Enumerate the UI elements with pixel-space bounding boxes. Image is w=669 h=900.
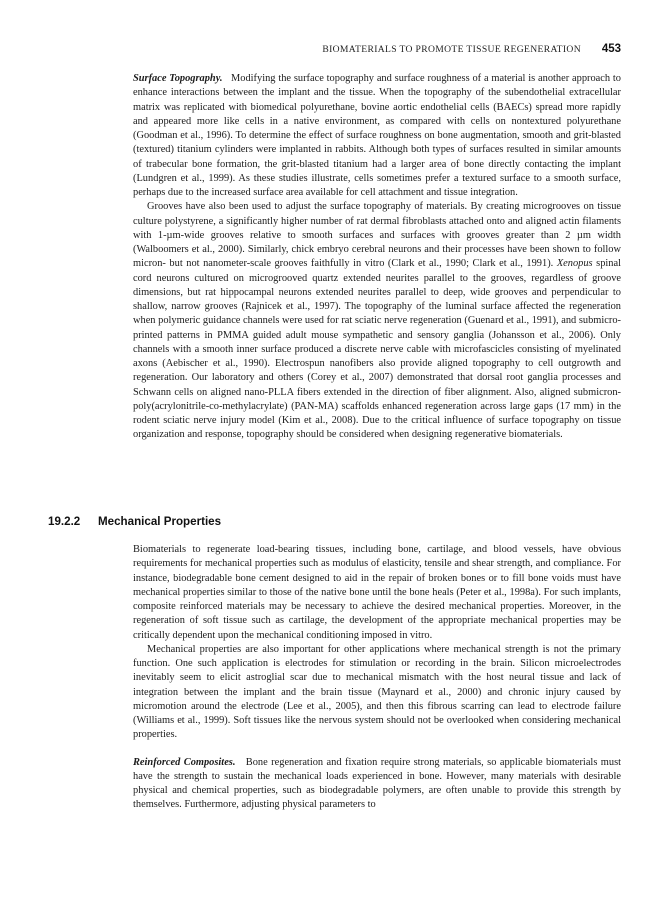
mechanical-properties-section — [133, 543, 621, 813]
reinforced-composites-text: Bone regeneration and fixation require strong materials, so applicable biomaterials must have the strength to sustain the mechanical loads experienced in bone. However, many materials with desirable physical and chemical properties, such as biodegradable polymers, are often unable to provide this strength by themselves. Furthermore, adjusting physical parameters to — [133, 756, 622, 811]
section-title: Mechanical Properties — [98, 515, 222, 528]
paragraph-2-text-start: Grooves have also been used to adjust the surface topography of materials. By creating microgrooves on tissue culture polystyrene, a significantly higher number of rat dermal fibroblasts attached onto and aligned actin filaments with 1-µm-wide grooves relative to smooth surfaces and surfaces with grooves greater than 2 µm width (Walboomers et al., 2000). Similarly, chick embryo cerebral neurons and their processes have been shown to follow micron- but not nanometer-scale grooves faithfully in vitro (Clark et al., 1990; Clark et al., 1991). — [133, 201, 621, 270]
page-number: 453 — [601, 43, 621, 55]
xenopus-term: Xenopus — [556, 258, 593, 270]
running-header — [134, 44, 621, 58]
section-heading — [48, 515, 608, 528]
mechanical-properties-paragraph-2: Mechanical properties are also important for other applications where mechanical strength is not the primary function. One such application is electrodes for stimulation or recording in the brain. Silicon microelectrodes inevitably seem to elicit astroglial scar due to mechanical mismatch with the host neural tissue and lack of integration between the implant and the brain tissue (Maynard et al., 2000) and chronic injury caused by micromotion around the electrode (Lee et al., 2005), and then this fibrous scarring can lead to electrode failure (Williams et al., 1999). Soft tissues like the nervous system should not be overlooked when considering mechanical properties. — [133, 643, 621, 741]
paragraph-2-text-end: spinal cord neurons cultured on microgrooved quartz extended neurites parallel to the grooves, regardless of groove dimensions, but rat hippocampal neurons extended neurites parallel to deep, wide grooves and perpendicular to shallow, narrow grooves (Rajnicek et al., 1997). The topography of the luminal surface affected the regeneration when polymeric guidance channels were used for rat sciatic nerve regeneration (Guenard et al., 1991), and submicro-printed patterns in PMMA guided adult mouse sympathetic and sensory ganglia (Johansson et al., 2006). Only channels with a smooth inner surface produced a discrete nerve cable with microfascicles consisting of myelinated axons (Aebischer et al., 1990). Electrospun nanofibers also provide aligned topography to cell outgrowth and regeneration. Our laboratory and others (Corey et al., 2007) demonstrated that dorsal root ganglia processes and Schwann cells on aligned nano-PLLA fibers extended in the direction of fiber alignment. Also, aligned submicron-poly(acrylonitrile-co-methylacrylate) (PAN-MA) scaffolds enhanced regeneration across large gaps (17 mm) in the rodent sciatic nerve injury model (Kim et al., 2008). Due to the critical influence of surface topography on tissue organization and response, topography should be considered when designing regenerative biomaterials. — [133, 258, 621, 441]
section-number: 19.2.2 — [48, 515, 81, 528]
surface-topography-section — [133, 72, 621, 443]
reinforced-composites-paragraph — [133, 756, 621, 813]
surface-topography-paragraph-2 — [133, 200, 621, 442]
running-title: BIOMATERIALS TO PROMOTE TISSUE REGENERATION — [322, 44, 581, 55]
surface-topography-paragraph-1-text: Modifying the surface topography and surface roughness of a material is another approach to enhance interactions between the implant and the tissue. When the topography of the subendothelial extracellular matrix was replicated with biomedical polyurethane, bovine aortic endothelial cells (BAECs) spread more rapidly and appeared more like cells in a native environment, as compared with cells on nontextured polyurethane (Goodman et al., 1996). To determine the effect of surface roughness on bone augmentation, smooth and grit-blasted (textured) titanium cylinders were implanted in rabbits. Although both types of surfaces resulted in similar amounts of trabecular bone formation, the grit-blasted titanium had a larger area of bone directly contacting the implant (Lundgren et al., 1999). As these studies illustrate, cells sometimes prefer a textured surface to a smooth surface, perhaps due to the increased surface area available for cell attachment and tissue integration. — [133, 73, 621, 198]
surface-topography-heading: Surface Topography. — [133, 73, 223, 84]
mechanical-properties-paragraph-1: Biomaterials to regenerate load-bearing tissues, including bone, cartilage, and blood vessels, have obvious requirements for mechanical properties such as modulus of elasticity, tensile and shear strength, and compliance. For instance, biodegradable bone cement designed to aid in the repair of broken bones or to fill bone voids must have mechanical properties similar to those of the native bone until the bone heals (Peter et al., 1998a). For such implants, composite reinforced materials may be necessary to achieve the desired mechanical properties. Moreover, in the regeneration of soft tissue such as cartilage, the development of the appropriate mechanical properties may be critically dependent upon the mechanical conditioning imposed in vitro. — [133, 544, 621, 641]
reinforced-composites-heading: Reinforced Composites. — [133, 756, 236, 768]
surface-topography-paragraph-1 — [133, 72, 621, 200]
